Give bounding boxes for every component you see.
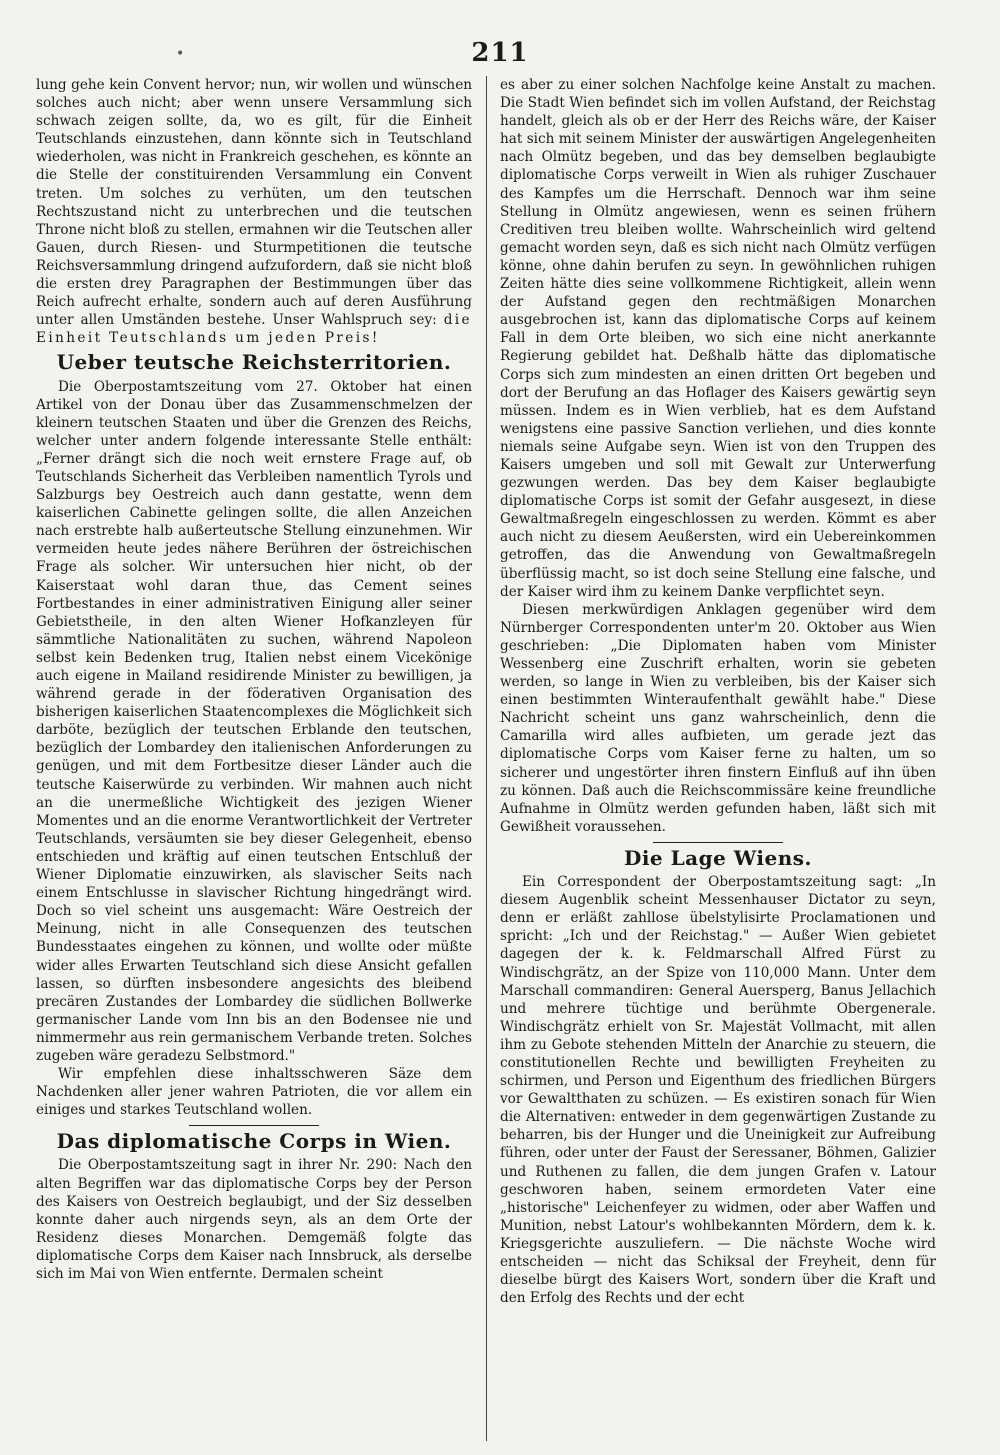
printer-mark: •	[176, 46, 185, 62]
left-paragraph-2: Die Oberpostamtszeitung vom 27. Oktober hat einen Artikel von der Donau über das Zusammenschmelzen der kleinern teutschen Staaten und über die Grenzen des Reichs, welcher unter andern folgende interessante Stelle enthält: „Ferner drängt sich die noch weit ernstere Frage auf, ob Teutschlands Sicherheit das Verbleiben namentlich Tyrols und Salzburgs bey Oestreich auch dann gestatte, wenn dem kaiserlichen Cabinette gelingen sollte, die allen Anzeichen nach erstrebte halb außerteutsche Stellung einzunehmen. Wir vermeiden heute jedes nähere Berühren der östreichischen Frage als solcher. Wir untersuchen hier nicht, ob der Kaiserstaat wohl daran thue, das Cement seines Fortbestandes in einer administrativen Einigung aller seiner Gebietstheile, in den alten Wiener Hofkanzleyen für sämmtliche Nationalitäten zu suchen, während Napoleon selbst kein Bedenken trug, Italien nebst einem Vicekönige auch eigene in Mailand residirende Minister zu bewilligen, ja während gerade in der föderativen Organisation des bisherigen kaiserlichen Staatencomplexes die Möglichkeit sich darböte, bezüglich der teutschen Erblande den teutschen, bezüglich der Lombardey den italienischen Anforderungen zu genügen, und mit dem Fortbesitze dieser Länder auch die teutsche Kaiserwürde zu verbinden. Wir mahnen auch nicht an die unermeßliche Wichtigkeit des jezigen Wiener Momentes und an die enorme Verantwortlichkeit der Vertreter Teutschlands, versäumten sie bey dieser Gelegenheit, ebenso entschieden und kräftig auf einen teutschen Entschluß der Wiener Diplomatie einzuwirken, als slavischer Seits nach einem Entschlusse in slavischer Richtung hingedrängt wird. Doch so viel scheint uns ausgemacht: Wäre Oestreich der Meinung, nicht in alle Consequenzen des teutschen Bundesstaates eingehen zu können, und wollte oder müßte wider alles Erwarten Teutschland sich diese Ansicht gefallen lassen, so dürften insbesondere angesichts des bleibend precären Zustandes der Lombardey die südlichen Bollwerke germanischer Lande vom Inn bis an den Bodensee nie und nimmermehr aus rein germanischem Verbande treten. Solches zugeben wäre geradezu Selbstmord."	[36, 378, 472, 1064]
heading-diplomatische-corps: Das diplomatische Corps in Wien.	[56, 1129, 452, 1154]
page-number: 211	[471, 38, 529, 68]
right-paragraph-2: Diesen merkwürdigen Anklagen gegenüber wird dem Nürnberger Correspondenten unter'm 20. Oktober aus Wien geschrieben: „Die Diplomaten haben vom Minister Wessenberg eine Zuschrift erhalten, worin sie gebeten werden, so lange in Wien zu verbleiben, bis der Kaiser sich einen bestimmten Winteraufenthalt gewählt habe." Diese Nachricht scheint uns ganz wahrscheinlich, denn die Camarilla wird alles aufbieten, um gerade jezt das diplomatische Corps vom Kaiser ferne zu halten, um so sicherer und ungestörter ihren finstern Einfluß auf ihn üben zu können. Daß auch die Reichscommissäre keine freundliche Aufnahme in Olmütz werden gefunden haben, läßt sich mit Gewißheit voraussehen.	[500, 601, 936, 835]
left-paragraph-1-text: lung gehe kein Convent hervor; nun, wir wollen und wünschen solches auch nicht; aber wenn unsere Versammlung sich schwach zeigen sollte, da, wo es gilt, für die Einheit Teutschlands einzustehen, dann könnte sich in Teutschland wiederholen, was nicht in Frankreich geschehen, es könnte an die Stelle der constituirenden Versammlung ein Convent treten. Um solches zu verhüten, um den teutschen Rechtszustand nicht zu unterbrechen und die teutschen Throne nicht bloß zu stellen, ermahnen wir die Teutschen aller Gauen, durch Riesen- und Sturmpetitionen die teutsche Reichsversammlung dringend aufzufordern, daß sie nicht bloß die ersten drey Paragraphen der Bestimmungen über das Reich aufrecht erhalte, sondern auch auf deren Ausführung unter allen Umständen bestehe. Unser Wahlspruch sey:	[36, 77, 472, 329]
section-divider	[653, 842, 783, 843]
column-rule	[486, 76, 487, 1441]
section-divider	[189, 1125, 319, 1126]
right-paragraph-1: es aber zu einer solchen Nachfolge keine Anstalt zu machen. Die Stadt Wien befindet sich im vollen Aufstand, der Reichstag handelt, gleich als ob er der Herr des Reichs wäre, der Kaiser hat sich mit seinem Minister der auswärtigen Angelegenheiten nach Olmütz begeben, und das bey demselben beglaubigte diplomatische Corps verweilt in Wien als ruhiger Zuschauer des Kampfes um die Herrschaft. Dennoch war ihm seine Stellung in Olmütz angewiesen, wenn es seinen frühern Creditiven treu bleiben wollte. Wahrscheinlich wird geltend gemacht worden seyn, daß es sich nicht nach Olmütz verfügen könne, ohne dahin berufen zu seyn. In gewöhnlichen ruhigen Zeiten hätte dies seine vollkommene Richtigkeit, allein wenn der Aufstand gegen den rechtmäßigen Monarchen ausgebrochen ist, kann das diplomatische Corps auf keinem Fall in dem Orte bleiben, wo sich eine nicht anerkannte Regierung gebildet hat. Deßhalb hätte das diplomatische Corps sich zum mindesten an einen dritten Ort begeben und dort der Berufung an das Hoflager des Kaisers gewärtig seyn müssen. Indem es in Wien verblieb, hat es dem Aufstand wenigstens eine passive Sanction verliehen, und dies konnte niemals seine Aufgabe seyn. Wien ist von den Truppen des Kaisers umgeben und soll mit Gewalt zur Unterwerfung gezwungen werden. Das bey dem Kaiser beglaubigte diplomatische Corps ist somit der Gefahr ausgesezt, in diese Gewaltmaßregeln eingeschlossen zu werden. Kömmt es aber auch nicht zu diesem Aeußersten, wird ein Uebereinkommen getroffen, das die Anwendung von Gewaltmaßregeln überflüssig macht, so ist doch seine Stellung eine falsche, und der Kaiser wird ihm zu keinem Danke verpflichtet seyn.	[500, 77, 936, 600]
left-paragraph-4: Die Oberpostamtszeitung sagt in ihrer Nr. 290: Nach den alten Begriffen war das diplomatische Corps bey der Person des Kaisers von Oestreich beglaubigt, und der Siz desselben konnte daher auch nirgends seyn, als an dem Orte der Residenz dieses Monarchen. Demgemäß folgte das diplomatische Corps dem Kaiser nach Innsbruck, als derselbe sich im Mai von Wien entfernte. Dermalen scheint	[36, 1157, 472, 1282]
left-paragraph-1	[36, 76, 472, 347]
motto: die Einheit Teutschlands um jeden Preis!	[36, 312, 472, 347]
heading-reichsterritorien: Ueber teutsche Reichsterritorien.	[56, 350, 452, 375]
right-column	[500, 76, 936, 1307]
right-paragraph-3: Ein Correspondent der Oberpostamtszeitung sagt: „In diesem Augenblik scheint Messenhauser Dictator zu seyn, denn er erläßt zahllose übelstylisirte Proclamationen und spricht: „Ich und der Reichstag." — Außer Wien gebietet dagegen der k. k. Feldmarschall Alfred Fürst zu Windischgrätz, an der Spize von 110,000 Mann. Unter dem Marschall commandiren: General Auersperg, Banus Jellachich und mehrere tüchtige und berühmte Obergenerale. Windischgrätz erhielt von Sr. Majestät Vollmacht, mit allen ihm zu Gebote stehenden Mitteln der Anarchie zu steuern, die constitutionellen Rechte und bewilligten Freyheiten zu schirmen, und Person und Eigenthum des friedlichen Bürgers vor Gewaltthaten zu schüzen. — Es existiren sonach für Wien die Alternativen: entweder in dem gegenwärtigen Zustande zu beharren, bis der Hunger und die Uneinigkeit zur Aufreibung führen, oder unter der Faust der Seressaner, Böhmen, Galizier und Ruthenen zu fallen, die dem jungen Grafen v. Latour geschworen haben, seinem ermordeten Vater eine „historische" Leichenfeyer zu widmen, oder aber Waffen und Munition, nebst Latour's wohlbekannten Mördern, dem k. k. Kriegsgerichte auszuliefern. — Die nächste Woche wird entscheiden — nicht das Schiksal der Freyheit, denn für dieselbe bürgt des Kaisers Wort, sondern über die Kraft und den Erfolg des Rechts und der echt	[500, 874, 936, 1307]
left-paragraph-3: Wir empfehlen diese inhaltsschweren Säze dem Nachdenken aller jener wahren Patrioten, die vor allem ein einiges und starkes Teutschland wollen.	[36, 1066, 472, 1119]
heading-lage-wiens: Die Lage Wiens.	[623, 845, 813, 870]
left-column	[36, 76, 472, 1283]
